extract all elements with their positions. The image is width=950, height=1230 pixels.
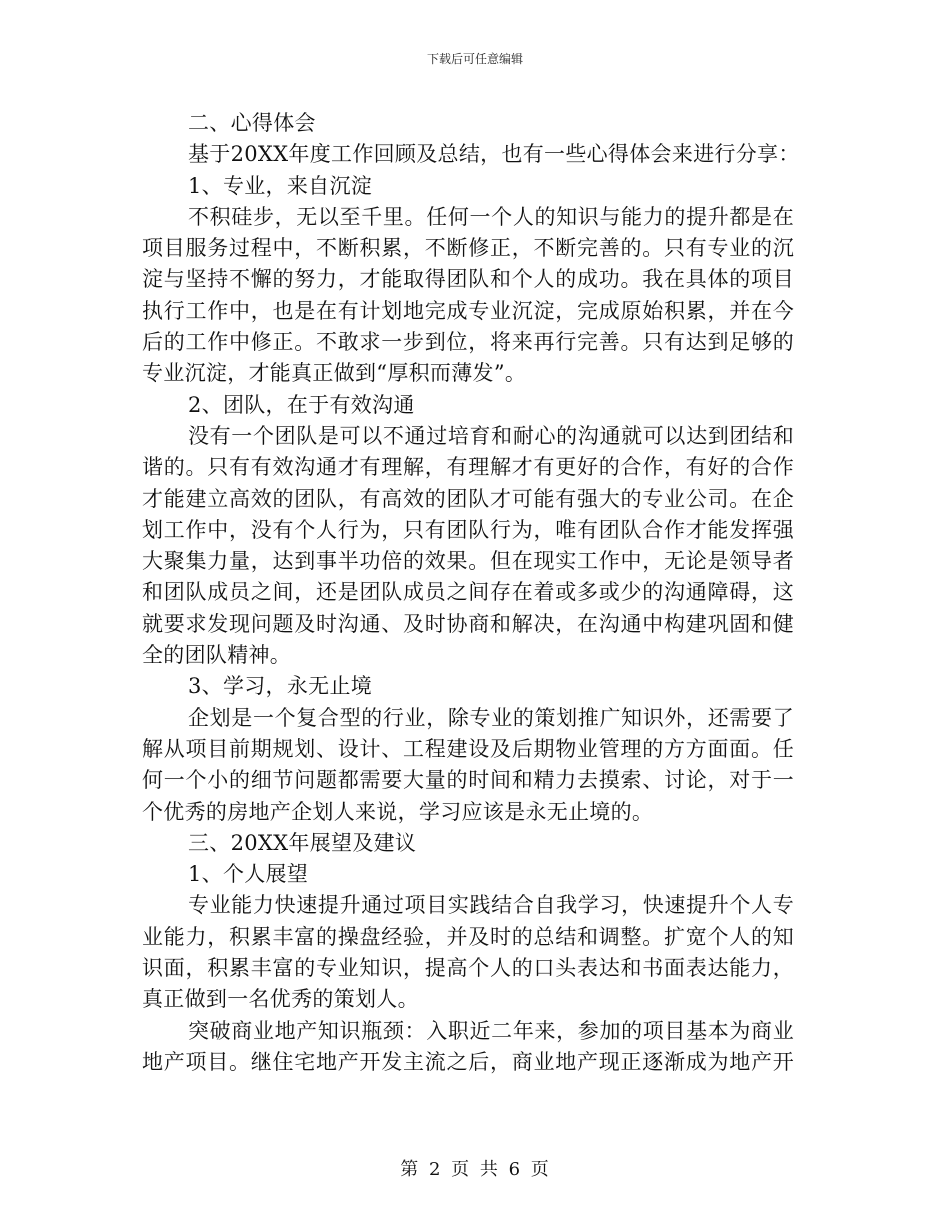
page-number: 第 2 页 共 6 页: [400, 1159, 550, 1180]
text-line: 大聚集力量，达到事半功倍的效果。但在现实工作中，无论是领导者: [142, 549, 794, 574]
text-line: 不积硅步，无以至千里。任何一个人的知识与能力的提升都是在: [188, 204, 794, 229]
text-line: 真正做到一名优秀的策划人。: [142, 987, 419, 1012]
text-line: 才能建立高效的团队，有高效的团队才可能有强大的专业公司。在企: [142, 486, 794, 511]
text-line: 没有一个团队是可以不通过培育和耐心的沟通就可以达到团结和: [188, 423, 794, 448]
document-body: [142, 108, 800, 1078]
text-line: 业能力，积累丰富的操盘经验，并及时的总结和调整。扩宽个人的知: [142, 924, 794, 949]
text-line: 淀与坚持不懈的努力，才能取得团队和个人的成功。我在具体的项目: [142, 267, 794, 292]
text-line: 个优秀的房地产企划人来说，学习应该是永无止境的。: [142, 799, 654, 824]
text-line: 1、个人展望: [188, 862, 309, 887]
text-line: 企划是一个复合型的行业，除专业的策划推广知识外，还需要了: [188, 705, 794, 730]
page-header: 下载后可任意编辑: [426, 52, 523, 66]
text-line: 划工作中，没有个人行为，只有团队行为，唯有团队合作才能发挥强: [142, 517, 794, 542]
text-line: 全的团队精神。: [142, 643, 292, 668]
text-line: 专业能力快速提升通过项目实践结合自我学习，快速提升个人专: [188, 893, 794, 918]
text-line: 2、团队，在于有效沟通: [188, 392, 415, 417]
text-line: 三、20XX年展望及建议: [188, 830, 417, 855]
text-line: 解从项目前期规划、设计、工程建设及后期物业管理的方方面面。任: [142, 736, 794, 761]
text-line: 就要求发现问题及时沟通、及时协商和解决，在沟通中构建巩固和健: [142, 611, 794, 636]
text-line: 突破商业地产知识瓶颈：入职近二年来，参加的项目基本为商业: [188, 1018, 794, 1043]
text-line: 谐的。只有有效沟通才有理解，有理解才有更好的合作，有好的合作: [142, 455, 794, 480]
text-line: 何一个小的细节问题都需要大量的时间和精力去摸索、讨论，对于一: [142, 768, 794, 793]
text-line: 后的工作中修正。不敢求一步到位，将来再行完善。只有达到足够的: [142, 330, 794, 355]
text-line: 执行工作中，也是在有计划地完成专业沉淀，完成原始积累，并在今: [142, 298, 794, 323]
text-line: 地产项目。继住宅地产开发主流之后，商业地产现正逐渐成为地产开: [142, 1049, 794, 1074]
text-line: 和团队成员之间，还是团队成员之间存在着或多或少的沟通障碍，这: [142, 580, 794, 605]
text-line: 3、学习，永无止境: [188, 674, 373, 699]
text-line: 1、专业，来自沉淀: [188, 173, 373, 198]
text-line: 项目服务过程中，不断积累，不断修正，不断完善的。只有专业的沉: [142, 236, 794, 261]
text-line: 二、心得体会: [188, 111, 316, 135]
text-line: 专业沉淀，才能真正做到“厚积而薄发”。: [142, 361, 527, 386]
text-line: 基于20XX年度工作回顾及总结，也有一些心得体会来进行分享：: [188, 142, 800, 167]
text-line: 识面，积累丰富的专业知识，提高个人的口头表达和书面表达能力，: [142, 956, 794, 981]
